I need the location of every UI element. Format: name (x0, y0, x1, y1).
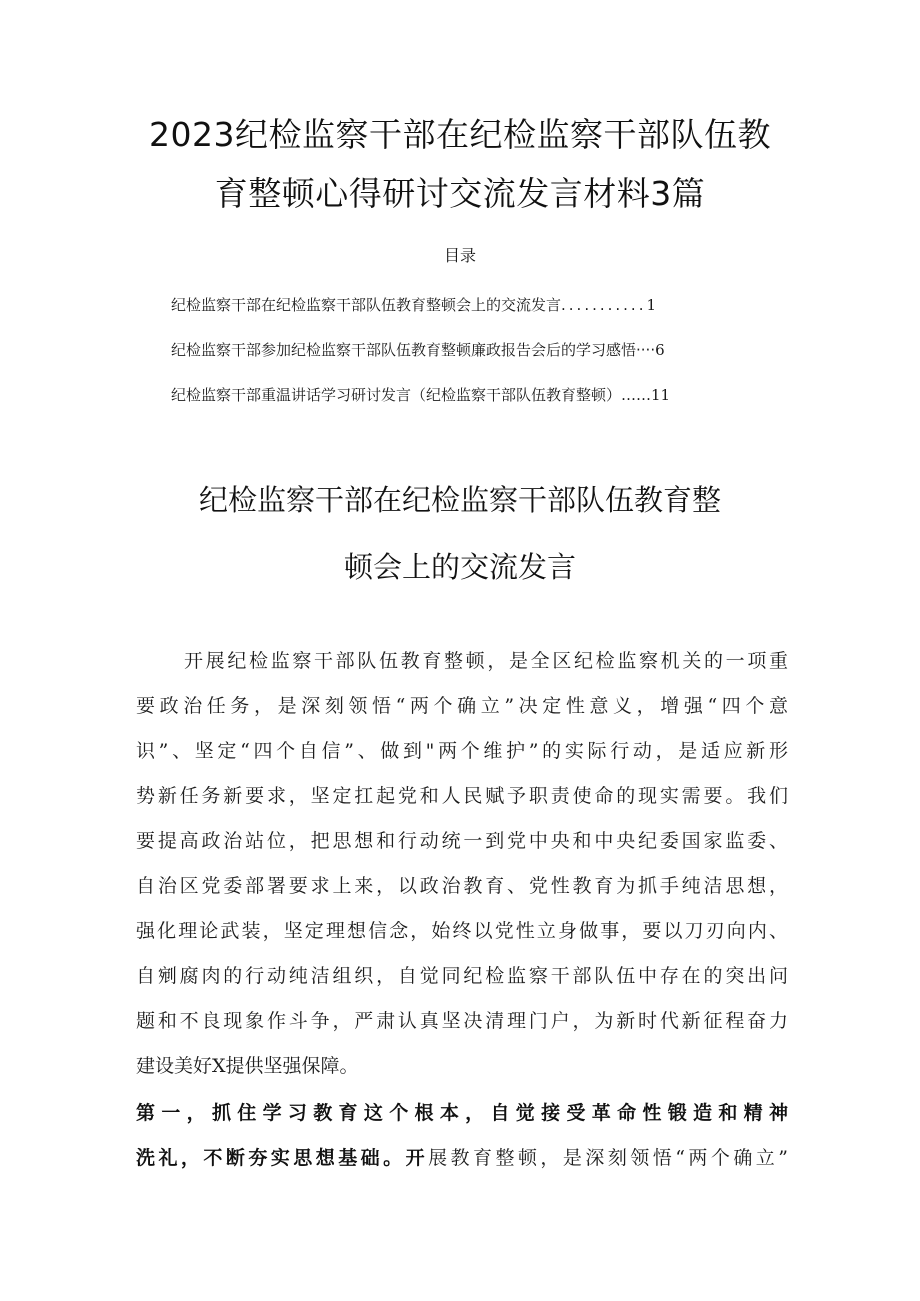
toc-entry-text: 纪检监察干部参加纪检监察干部队伍教育整顿廉政报告会后的学习感悟 (171, 341, 637, 359)
body-text-line: 要政治任务，是深刻领悟“两个确立”决定性意义，增强“四个意 (136, 695, 788, 717)
point-body-text: 展教育整顿，是深刻领悟“两个确立” (428, 1147, 788, 1169)
toc-entry-1[interactable] (171, 298, 656, 313)
toc-entry-leader: ........... (561, 296, 647, 314)
body-text-line: 要提高政治站位，把思想和行动统一到党中央和中央纪委国家监委、 (136, 830, 788, 852)
toc-heading: 目录 (443, 246, 476, 265)
toc-entry-page: 11 (651, 386, 671, 404)
body-text-line: 开展纪检监察干部队伍教育整顿，是全区纪检监察机关的一项重 (184, 650, 788, 672)
toc-entry-page: 6 (655, 341, 665, 359)
toc-entry-leader: ···· (636, 341, 656, 359)
body-text-line: 自治区党委部署要求上来，以政治教育、党性教育为抓手纯洁思想， (136, 875, 788, 897)
toc-entry-2[interactable] (171, 343, 665, 358)
section-title-line-1: 纪检监察干部在纪检监察干部队伍教育整 (198, 483, 721, 517)
body-text-line: 建设美好X提供坚强保障。 (136, 1055, 359, 1077)
point-heading-line-1: 第一，抓住学习教育这个根本，自觉接受革命性锻造和精神 (136, 1102, 788, 1124)
body-text-line: 势新任务新要求，坚定扛起党和人民赋予职责使命的现实需要。我们 (136, 785, 788, 807)
toc-entry-leader: …… (621, 386, 652, 404)
body-text-line: 识”、坚定“四个自信”、做到"两个维护”的实际行动，是适应新形 (136, 740, 788, 762)
toc-entry-text: 纪检监察干部重温讲话学习研讨发言（纪检监察干部队伍教育整顿） (171, 386, 622, 404)
point-heading-line-2 (136, 1149, 788, 1168)
toc-entry-3[interactable] (171, 388, 670, 403)
toc-entry-page: 1 (646, 296, 657, 314)
point-heading-bold-text: 洗礼，不断夯实思想基础。开 (136, 1147, 429, 1169)
document-title-line-1: 2023纪检监察干部在纪检监察干部队伍教 (149, 115, 771, 154)
document-title-line-2: 育整顿心得研讨交流发言材料3篇 (214, 174, 706, 213)
body-text-line: 强化理论武装，坚定理想信念，始终以党性立身做事，要以刀刃向内、 (136, 920, 788, 942)
section-title-line-2: 顿会上的交流发言 (343, 550, 576, 584)
toc-entry-text: 纪检监察干部在纪检监察干部队伍教育整顿会上的交流发言 (171, 296, 562, 314)
body-text-line: 自剜腐肉的行动纯洁组织，自觉同纪检监察干部队伍中存在的突出问 (136, 965, 788, 987)
body-text-line: 题和不良现象作斗争，严肃认真坚决清理门户，为新时代新征程奋力 (136, 1010, 788, 1032)
